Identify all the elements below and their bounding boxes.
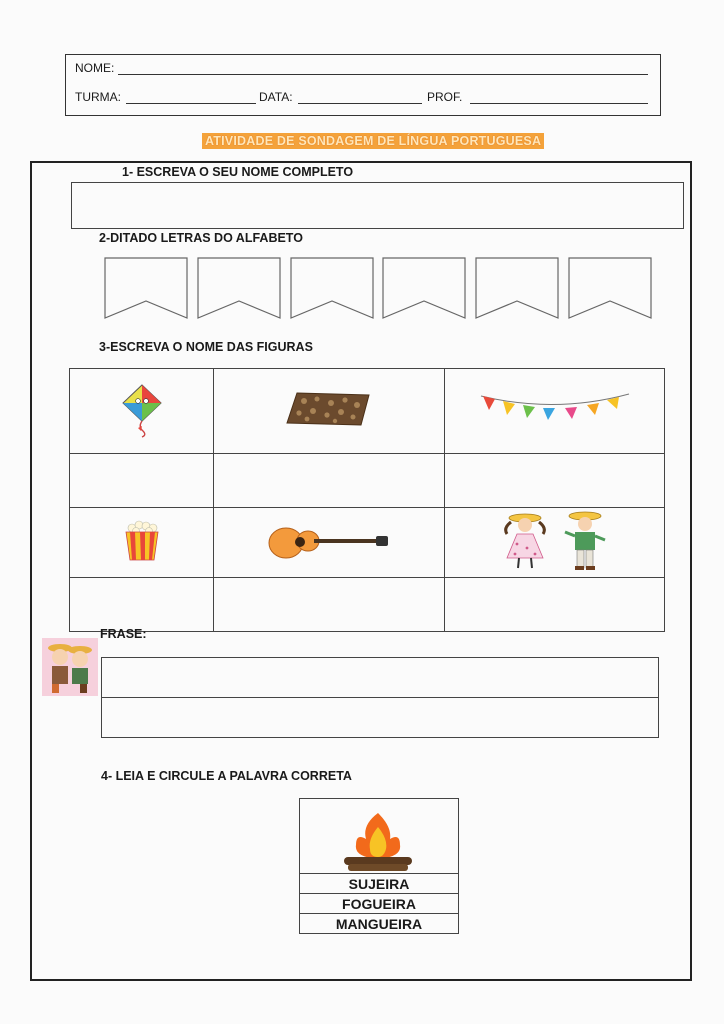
section-2-heading: 2-DITADO LETRAS DO ALFABETO xyxy=(99,231,303,245)
section-4-heading: 4- LEIA E CIRCULE A PALAVRA CORRETA xyxy=(101,769,352,783)
bunting-flags-picture xyxy=(475,384,635,434)
data-field[interactable] xyxy=(298,103,422,104)
activity-title: ATIVIDADE DE SONDAGEM DE LÍNGUA PORTUGUESA xyxy=(202,133,544,149)
kite-picture xyxy=(112,379,172,439)
data-label: DATA: xyxy=(259,90,293,104)
prof-label: PROF. xyxy=(427,90,463,104)
turma-field[interactable] xyxy=(126,103,256,104)
figures-table xyxy=(69,368,665,632)
answer-cell[interactable] xyxy=(70,578,214,632)
figure-cell xyxy=(445,508,665,578)
pennant-2[interactable] xyxy=(198,258,280,318)
pennant-6[interactable] xyxy=(569,258,651,318)
figure-cell xyxy=(70,369,214,454)
answer-cell[interactable] xyxy=(214,578,445,632)
pennant-3[interactable] xyxy=(291,258,373,318)
answer-cell[interactable] xyxy=(445,454,665,508)
festa-junina-couple-picture xyxy=(485,508,625,572)
nome-label: NOME: xyxy=(75,61,115,75)
bonfire-picture xyxy=(340,811,416,873)
figure-cell xyxy=(214,508,445,578)
answer-cell[interactable] xyxy=(70,454,214,508)
kids-sticker-picture xyxy=(42,638,98,696)
paçoca-picture xyxy=(279,379,379,439)
turma-label: TURMA: xyxy=(75,90,121,104)
alphabet-pennants xyxy=(100,255,660,325)
figure-cell xyxy=(445,369,665,454)
word-option-mangueira[interactable]: MANGUEIRA xyxy=(300,913,458,934)
nome-field[interactable] xyxy=(118,74,648,75)
guitar-picture xyxy=(264,515,394,565)
figure-cell xyxy=(214,369,445,454)
section-1-heading: 1- ESCREVA O SEU NOME COMPLETO xyxy=(122,165,354,179)
answer-cell[interactable] xyxy=(445,578,665,632)
pennant-4[interactable] xyxy=(383,258,465,318)
word-choice-box xyxy=(299,798,459,934)
figure-cell xyxy=(70,508,214,578)
pennant-5[interactable] xyxy=(476,258,558,318)
section-3-heading: 3-ESCREVA O NOME DAS FIGURAS xyxy=(99,340,313,354)
word-option-sujeira[interactable]: SUJEIRA xyxy=(300,873,458,894)
student-info-box xyxy=(65,54,661,116)
answer-cell[interactable] xyxy=(214,454,445,508)
frase-heading: FRASE: xyxy=(100,627,147,641)
pennant-1[interactable] xyxy=(105,258,187,318)
word-option-fogueira[interactable]: FOGUEIRA xyxy=(300,893,458,914)
full-name-answer-box[interactable] xyxy=(71,182,684,229)
sentence-line-divider xyxy=(101,697,659,698)
popcorn-picture xyxy=(117,515,167,565)
prof-field[interactable] xyxy=(470,103,648,104)
